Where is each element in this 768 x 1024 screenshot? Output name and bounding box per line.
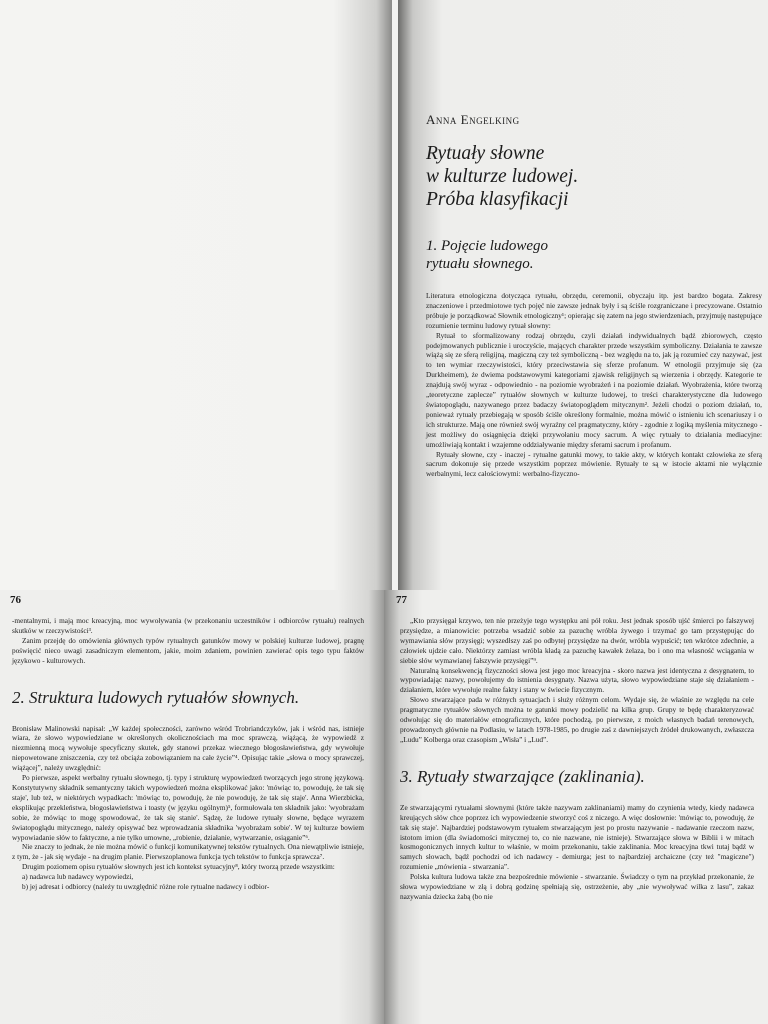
- section-3-title: 3. Rytuały stwarzające (zaklinania).: [400, 766, 645, 786]
- paragraph: Ze stwarzającymi rytuałami słownymi (które także nazywam zaklinaniami) mamy do czynienia wtedy, kiedy nadawca kreujących słów chce poprzez ich wypowiedzenie stworzyć coś z niczego. A więc dosłownie: 'mówiąc to, powoduję, że tak się staje'. Najbardziej podstawowym rytuałem stwarzającym jest po prostu nazywanie - nadawanie rzeczom nazw, istotom imion (dla świadomości mitycznej to, co nie nazwane, nie istnieje). Stwarzające słowa w Biblii i w mitach kosmogonicznych innych kultur to właśnie, w moim przekonaniu, takie zaklinania. Moc kreacyjna tkwi tutaj bądź w samych słowach, bądź pochodzi od ich nadawcy - demiurga; jest to najbardziej archaiczne (czy też "magiczne") rozumienie „mówienia - stwarzania”.: [400, 802, 754, 872]
- top-left-page-blank: [0, 0, 392, 590]
- top-right-page: [398, 0, 768, 590]
- section-1-title: [426, 237, 768, 273]
- article-title-line-3: Próba klasyfikacji: [426, 189, 569, 210]
- paragraph: Drugim poziomem opisu rytuałów słownych jest ich kontekst sytuacyjny⁸, który tworzą przede wszystkim:: [22, 862, 335, 872]
- page-76: [0, 590, 384, 1024]
- page-77-body: [400, 616, 754, 902]
- article-title-line-2: w kulturze ludowej.: [426, 166, 579, 187]
- page-number: 77: [396, 594, 407, 606]
- paragraph: Zanim przejdę do omówienia głównych typów rytualnych gatunków mowy w polskiej kulturze ludowej, pragnę poświęcić nieco uwagi zasadniczym elementom, jakie, moim zdaniem, powinien zawierać opis tego typu faktów językowo - kulturowych.: [12, 635, 364, 665]
- article-title: [426, 142, 768, 211]
- paragraph: -mentalnymi, i mają moc kreacyjną, moc wywoływania (w przekonaniu uczestników i odbiorców rytuału) realnych skutków w rzeczywistości³.: [12, 616, 364, 635]
- list-item: a) nadawca lub nadawcy wypowiedzi,: [22, 872, 134, 882]
- paragraph: Nie znaczy to jednak, że nie można mówić o funkcji komunikatywnej tekstów rytualnych. Ona niewątpliwie istnieje, z tym, że - jak się wydaje - na drugim planie. Pierwszoplanowa funkcja tych tekstów to funkcja sprawcza⁷.: [12, 842, 364, 862]
- author-name: Anna Engelking: [426, 112, 520, 127]
- list-item: b) jej adresat i odbiorcy (należy tu uwzględnić różne role rytualne nadawcy i odbior-: [22, 882, 270, 892]
- section-1-title-line-1: 1. Pojęcie ludowego: [426, 238, 549, 254]
- paragraph: Słowo stwarzające pada w różnych sytuacjach i służy różnym celom. Wydaje się, że właśnie ze względu na cele pragmatyczne rytuałów słownych można te gatunki mowy podzielić na kilka grup. Grupy te będę charakteryzować odwołując się do materiałów etnograficznych, które pochodzą, po pierwsze, z moich własnych badań terenowych, prowadzonych głównie na Podlasiu, w latach 1978-1985, po drugie zaś z dawniejszych źródeł drukowanych, zwłaszcza „Ludu” Kolberga oraz czasopism „Wisła” i „Lud”.: [400, 695, 754, 744]
- paragraph: Naturalną konsekwencją fizyczności słowa jest jego moc kreacyjna - skoro nazwa jest identyczna z desygnatem, to wypowiadając nazwy, powołujemy do istnienia desygnaty. Nazwa użyta, słowo wypowiedziane staje się działaniem - działaniem, które wywołuje realne fakty i stany w świecie fizycznym.: [400, 665, 754, 695]
- paragraph: Polska kultura ludowa także zna bezpośrednie mówienie - stwarzanie. Świadczy o tym na przykład przekonanie, że słowa wypowiedziane w złą i dobrą godzinę spełniają się, ostrzeżenie, aby „nie wywoływać wilka z lasu”, zakaz nazywania dziecka żabą (bo nie: [400, 872, 754, 901]
- article-title-line-1: Rytuały słowne: [426, 143, 545, 164]
- page-number: 76: [10, 594, 21, 606]
- paragraph: Po pierwsze, aspekt werbalny rytuału słownego, tj. typy i strukturę wypowiedzeń tworzących jego stronę językową. Konstytutywny składnik semantyczny takich wypowiedzeń można eksplikować jako: 'mówiąc to, powoduję, że tak się staje', lub też, w niektórych wypadkach: 'mówiąc to, powoduję, że nie powoduję, że tak się staje'. Anna Wierzbicka, eksplikując przekleństwa, błogosławieństwa i toasty (w języku ogólnym)⁵, formułowała ten składnik jako: 'wyobrażam sobie, że mówiąc to mogę spowodować, że tak się stanie'. Sądzę, że ludowe rytuały słowne, będące wyrazem światopoglądu mitycznego, należy opisywać bez wprowadzania składnika 'wyobrażam sobie'. W tej kulturze bowiem wypowiadanie słów to faktyczne, a nie tylko umowne, „robienie, działanie, wytwarzanie, osiąganie”⁶.: [12, 773, 364, 842]
- paragraph: „Kto przysięgał krzywo, ten nie przeżyje tego występku ani pół roku. Jest jednak sposób ujść śmierci po fałszywej przysiędze, a mianowicie: potrzeba wsadzić sobie za pazuchę wróbla żywego i trzymać go tam przystępując do wymawiania słów przysięgi; wyszedłszy zaś po odbytej przysiędze na dwór, wróbla wypuścić; ten wkrótce zdechnie, a człowiek ujdzie cało. Niektórzy zamiast wróbla kładą za pazuchę kawałek żelaza, bo i ono ma własność wciągania w siebie słów wymawianej fałszywie przysięgi”⁹.: [400, 616, 754, 665]
- page-76-body: [12, 616, 364, 892]
- section-1-body: [426, 291, 762, 479]
- paragraph: Bronisław Malinowski napisał: „W każdej społeczności, zarówno wśród Trobriandczyków, jak i wśród nas, istnieje wiara, że słowo wypowiedziane w określonych okolicznościach ma moc sprawczą, wiążącą, że wypowiedź z niezmienną mocą wywołuje specyficzny skutek, gdy stanowi przekaz wiecznego błogosławieństwa, gdy wywołuje niepowetowane zniszczenia, czy też obciąża zobowiązaniem na całe życie”⁴. Opisując takie „słowa o mocy sprawczej, wiążącej”, należy uwzględnić:: [12, 723, 364, 773]
- section-2-title: 2. Struktura ludowych rytuałów słownych.: [12, 687, 300, 707]
- section-1-title-line-2: rytuału słownego.: [426, 256, 534, 272]
- page-77: [384, 590, 768, 1024]
- paragraph: Literatura etnologiczna dotycząca rytuału, obrzędu, ceremonii, obyczaju itp. jest bardzo bogata. Zakresy znaczeniowe i przedmiotowe tych pojęć nie zawsze jednak były i są ściśle rozgraniczane i precyzowane. Ostatnio próbuje je porządkować Słownik etnologiczny¹; opierając się zatem na jego stwierdzeniach, przyjmuję następujące rozumienie terminu ludowy rytuał słowny:: [426, 291, 762, 330]
- paragraph: Rytuał to sformalizowany rodzaj obrzędu, czyli działań indywidualnych bądź zbiorowych, często podejmowanych publicznie i uroczyście, mających charakter przede wszystkim symboliczny. Działania te zawsze wiążą się ze sferą religijną, magiczną czy też symboliczną - bez względu na to, jak ją rozumieć czy nazywać, jest to ten wymiar rzeczywistości, który przeciwstawia się sferze profanum. W etnologii przyjmuje się (za Durkheimem), że dwiema podstawowymi kategoriami zjawisk religijnych są wierzenia i obrzędy. Kategorie te znajdują swój wyraz - odpowiednio - na poziomie wyobrażeń i na poziomie działań. Wyobrażenia, które tworzą „teoretyczne zaplecze” rytuałów słownych w kulturze ludowej, to treści charakterystyczne dla ludowego światopoglądu, nazywanego przez badaczy światopoglądem mitycznym². Jeżeli chodzi o poziom działań, to, ponieważ rytuały przebiegają w sposób ściśle określony formalnie, można mówić o istnieniu ich scenariuszy i o ich strukturze. Mają one również swój wyraźny cel pragmatyczny, który - zgodnie z logiką myślenia mitycznego - jest możliwy do osiągnięcia dzięki przywołaniu mocy sacrum. A więc rytuały to działania mediacyjne: umożliwiają kontakt i wzajemne oddziaływanie między sferami sacrum i profanum.: [426, 330, 762, 449]
- paragraph: Rytuały słowne, czy - inaczej - rytualne gatunki mowy, to takie akty, w których kontakt człowieka ze sferą sacrum dokonuje się przede wszystkim poprzez mówienie. Rytuały te są w istocie aktami nie wyłącznie werbalnymi, lecz całościowymi: werbalno-fizyczno-: [426, 449, 762, 479]
